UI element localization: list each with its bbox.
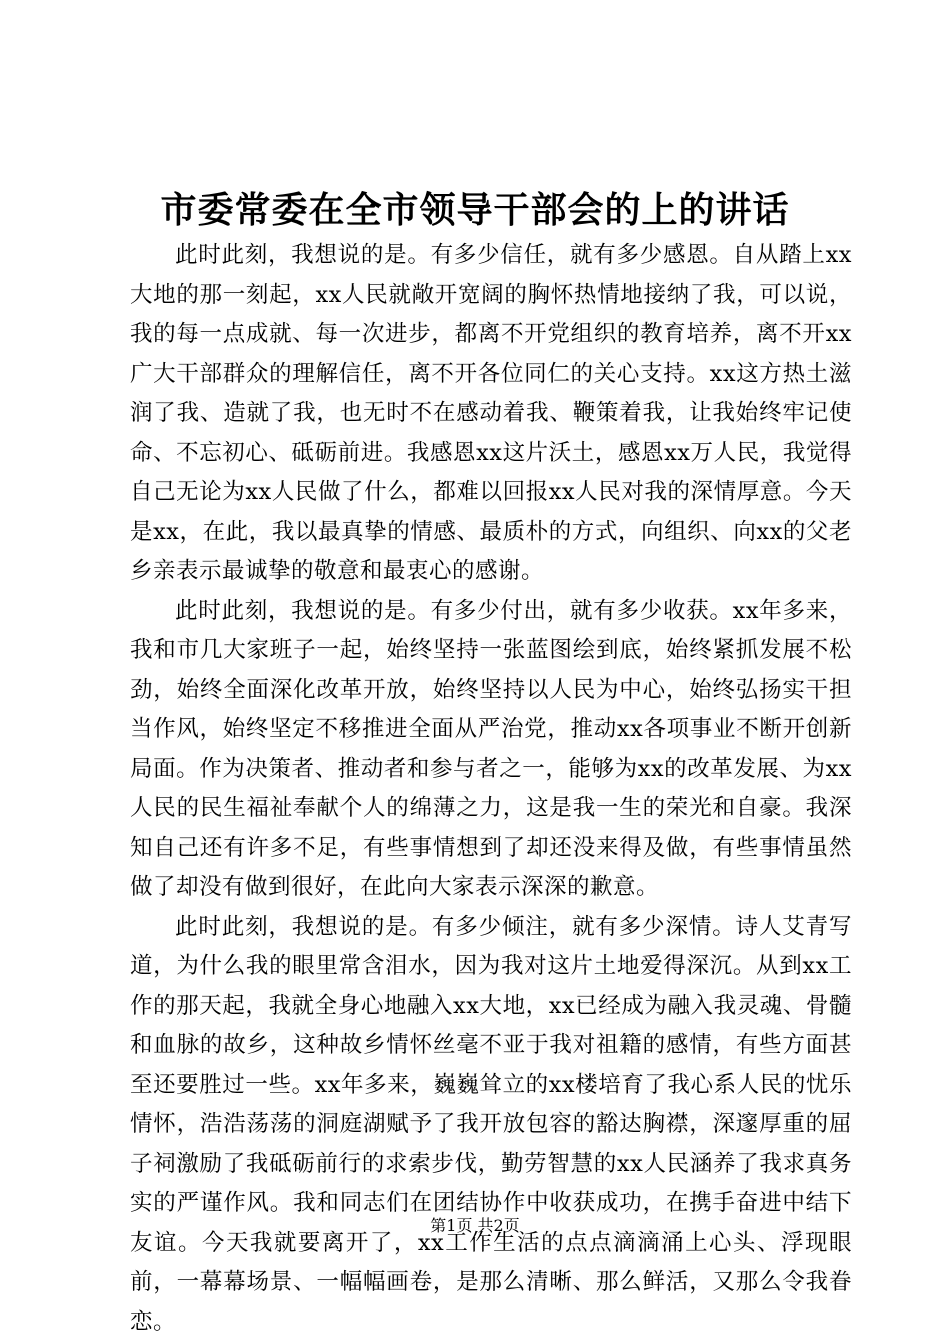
paragraph-2: 此时此刻，我想说的是。有多少付出，就有多少收获。xx年多来，我和市几大家班子一起，始终坚持一张蓝图绘到底，始终紧抓发展不松劲，始终全面深化改革开放，始终坚持以人民为中心，始终弘扬实干担当作风，始终坚定不移推进全面从严治党，推动xx各项事业不断开创新局面。作为决策者、推动者和参与者之一，能够为xx的改革发展、为xx人民的民生福祉奉献个人的绵薄之力，这是我一生的荣光和自豪。我深知自己还有许多不足，有些事情想到了却还没来得及做，有些事情虽然做了却没有做到很好，在此向大家表示深深的歉意。 xyxy=(130,597,852,900)
document-body xyxy=(130,236,852,1342)
paragraph-1: 此时此刻，我想说的是。有多少信任，就有多少感恩。自从踏上xx大地的那一刻起，xx人民就敞开宽阔的胸怀热情地接纳了我，可以说，我的每一点成就、每一次进步，都离不开党组织的教育培养，离不开xx广大干部群众的理解信任，离不开各位同仁的关心支持。xx这方热土滋润了我、造就了我，也无时不在感动着我、鞭策着我，让我始终牢记使命、不忘初心、砥砺前进。我感恩xx这片沃土，感恩xx万人民，我觉得自己无论为xx人民做了什么，都难以回报xx人民对我的深情厚意。今天是xx，在此，我以最真挚的情感、最质朴的方式，向组织、向xx的父老乡亲表示最诚挚的敬意和最衷心的感谢。 xyxy=(130,242,852,584)
page-number-footer: 第1页 共2页 xyxy=(430,1216,520,1235)
paragraph-3: 此时此刻，我想说的是。有多少倾注，就有多少深情。诗人艾青写道，为什么我的眼里常含泪水，因为我对这片土地爱得深沉。从到xx工作的那天起，我就全身心地融入xx大地，xx已经成为融入我灵魂、骨髓和血脉的故乡，这种故乡情怀丝毫不亚于我对祖籍的感情，有些方面甚至还要胜过一些。xx年多来，巍巍耸立的xx楼培育了我心系人民的忧乐情怀，浩浩荡荡的洞庭湖赋予了我开放包容的豁达胸襟，深邃厚重的屈子祠激励了我砥砺前行的求索步伐，勤劳智慧的xx人民涵养了我求真务实的严谨作风。我和同志们在团结协作中收获成功，在携手奋进中结下友谊。今天我就要离开了，xx工作生活的点点滴滴涌上心头、浮现眼前，一幕幕场景、一幅幅画卷，是那么清晰、那么鲜活，又那么令我眷恋。 xyxy=(130,913,852,1335)
document-title: 市委常委在全市领导干部会的上的讲话 xyxy=(160,189,790,231)
